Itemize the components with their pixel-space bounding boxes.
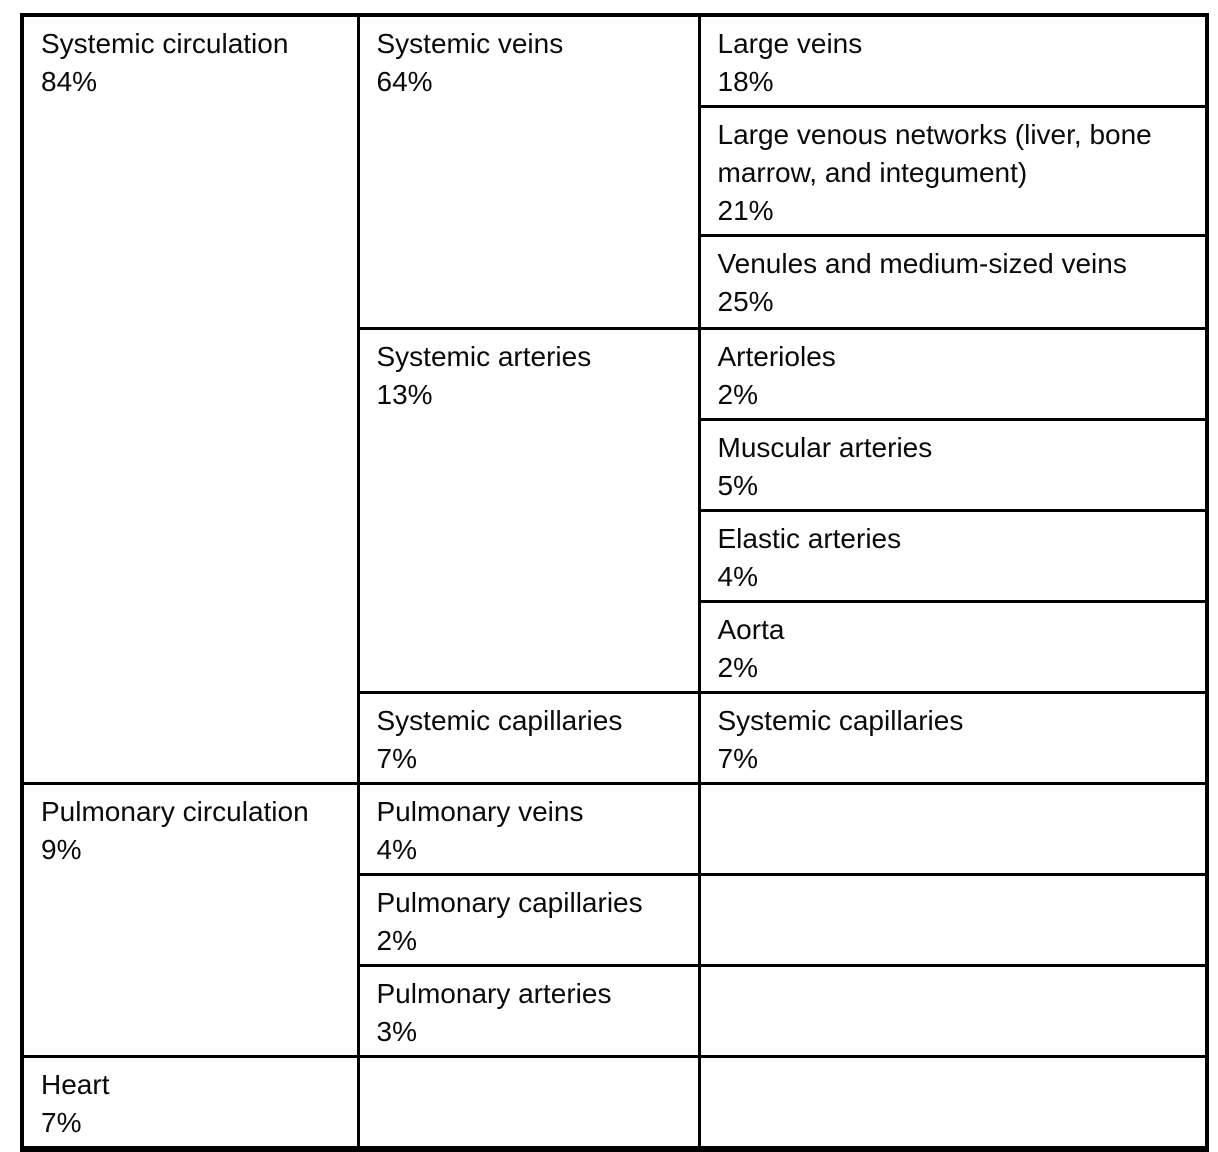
cell-value: 84% — [41, 66, 98, 97]
empty-cell — [358, 1057, 699, 1150]
cell-systemic-capillaries-detail — [699, 693, 1207, 784]
cell-pulmonary-veins — [358, 784, 699, 875]
cell-venules-and-medium-veins — [699, 236, 1207, 329]
empty-cell — [699, 875, 1207, 966]
cell-value: 4% — [717, 561, 758, 592]
cell-label: Systemic arteries — [376, 341, 592, 372]
cell-label: Arterioles — [717, 341, 836, 372]
cell-value: 21% — [717, 195, 774, 226]
table-row — [22, 784, 1207, 875]
cell-value: 64% — [376, 66, 433, 97]
cell-pulmonary-arteries — [358, 966, 699, 1057]
cell-systemic-arteries — [358, 329, 699, 693]
cell-aorta — [699, 602, 1207, 693]
cell-label: Pulmonary veins — [376, 796, 584, 827]
cell-value: 2% — [717, 652, 758, 683]
cell-arterioles — [699, 329, 1207, 420]
cell-value: 2% — [376, 925, 417, 956]
table-row — [22, 15, 1207, 107]
cell-systemic-capillaries — [358, 693, 699, 784]
cell-systemic-circulation — [22, 15, 358, 784]
cell-value: 25% — [717, 286, 774, 317]
cell-label: Large venous networks (liver, bone marrow, and integument) — [717, 119, 1152, 188]
cell-value: 4% — [376, 834, 417, 865]
cell-label: Muscular arteries — [717, 432, 933, 463]
cell-label: Heart — [41, 1069, 110, 1100]
cell-large-venous-networks — [699, 107, 1207, 236]
cell-value: 13% — [376, 379, 433, 410]
cell-value: 9% — [41, 834, 82, 865]
cell-muscular-arteries — [699, 420, 1207, 511]
empty-cell — [699, 1057, 1207, 1150]
cell-label: Elastic arteries — [717, 523, 902, 554]
cell-label: Pulmonary capillaries — [376, 887, 643, 918]
cell-pulmonary-capillaries — [358, 875, 699, 966]
cell-label: Pulmonary circulation — [41, 796, 309, 827]
cell-label: Systemic capillaries — [717, 705, 964, 736]
cell-elastic-arteries — [699, 511, 1207, 602]
cell-label: Venules and medium-sized veins — [717, 248, 1127, 279]
cell-label: Systemic circulation — [41, 28, 289, 59]
cell-label: Systemic capillaries — [376, 705, 623, 736]
cell-value: 18% — [717, 66, 774, 97]
cell-value: 7% — [376, 743, 417, 774]
table-row — [22, 1057, 1207, 1150]
cell-label: Pulmonary arteries — [376, 978, 612, 1009]
cell-large-veins — [699, 15, 1207, 107]
cell-systemic-veins — [358, 15, 699, 329]
cell-value: 2% — [717, 379, 758, 410]
cell-value: 7% — [41, 1107, 82, 1138]
cell-label: Large veins — [717, 28, 863, 59]
cell-pulmonary-circulation — [22, 784, 358, 1057]
cell-value: 7% — [717, 743, 758, 774]
cell-value: 5% — [717, 470, 758, 501]
empty-cell — [699, 784, 1207, 875]
cell-value: 3% — [376, 1016, 417, 1047]
cell-label: Aorta — [717, 614, 785, 645]
blood-volume-distribution-table — [20, 13, 1209, 1152]
cell-label: Systemic veins — [376, 28, 564, 59]
empty-cell — [699, 966, 1207, 1057]
cell-heart — [22, 1057, 358, 1150]
